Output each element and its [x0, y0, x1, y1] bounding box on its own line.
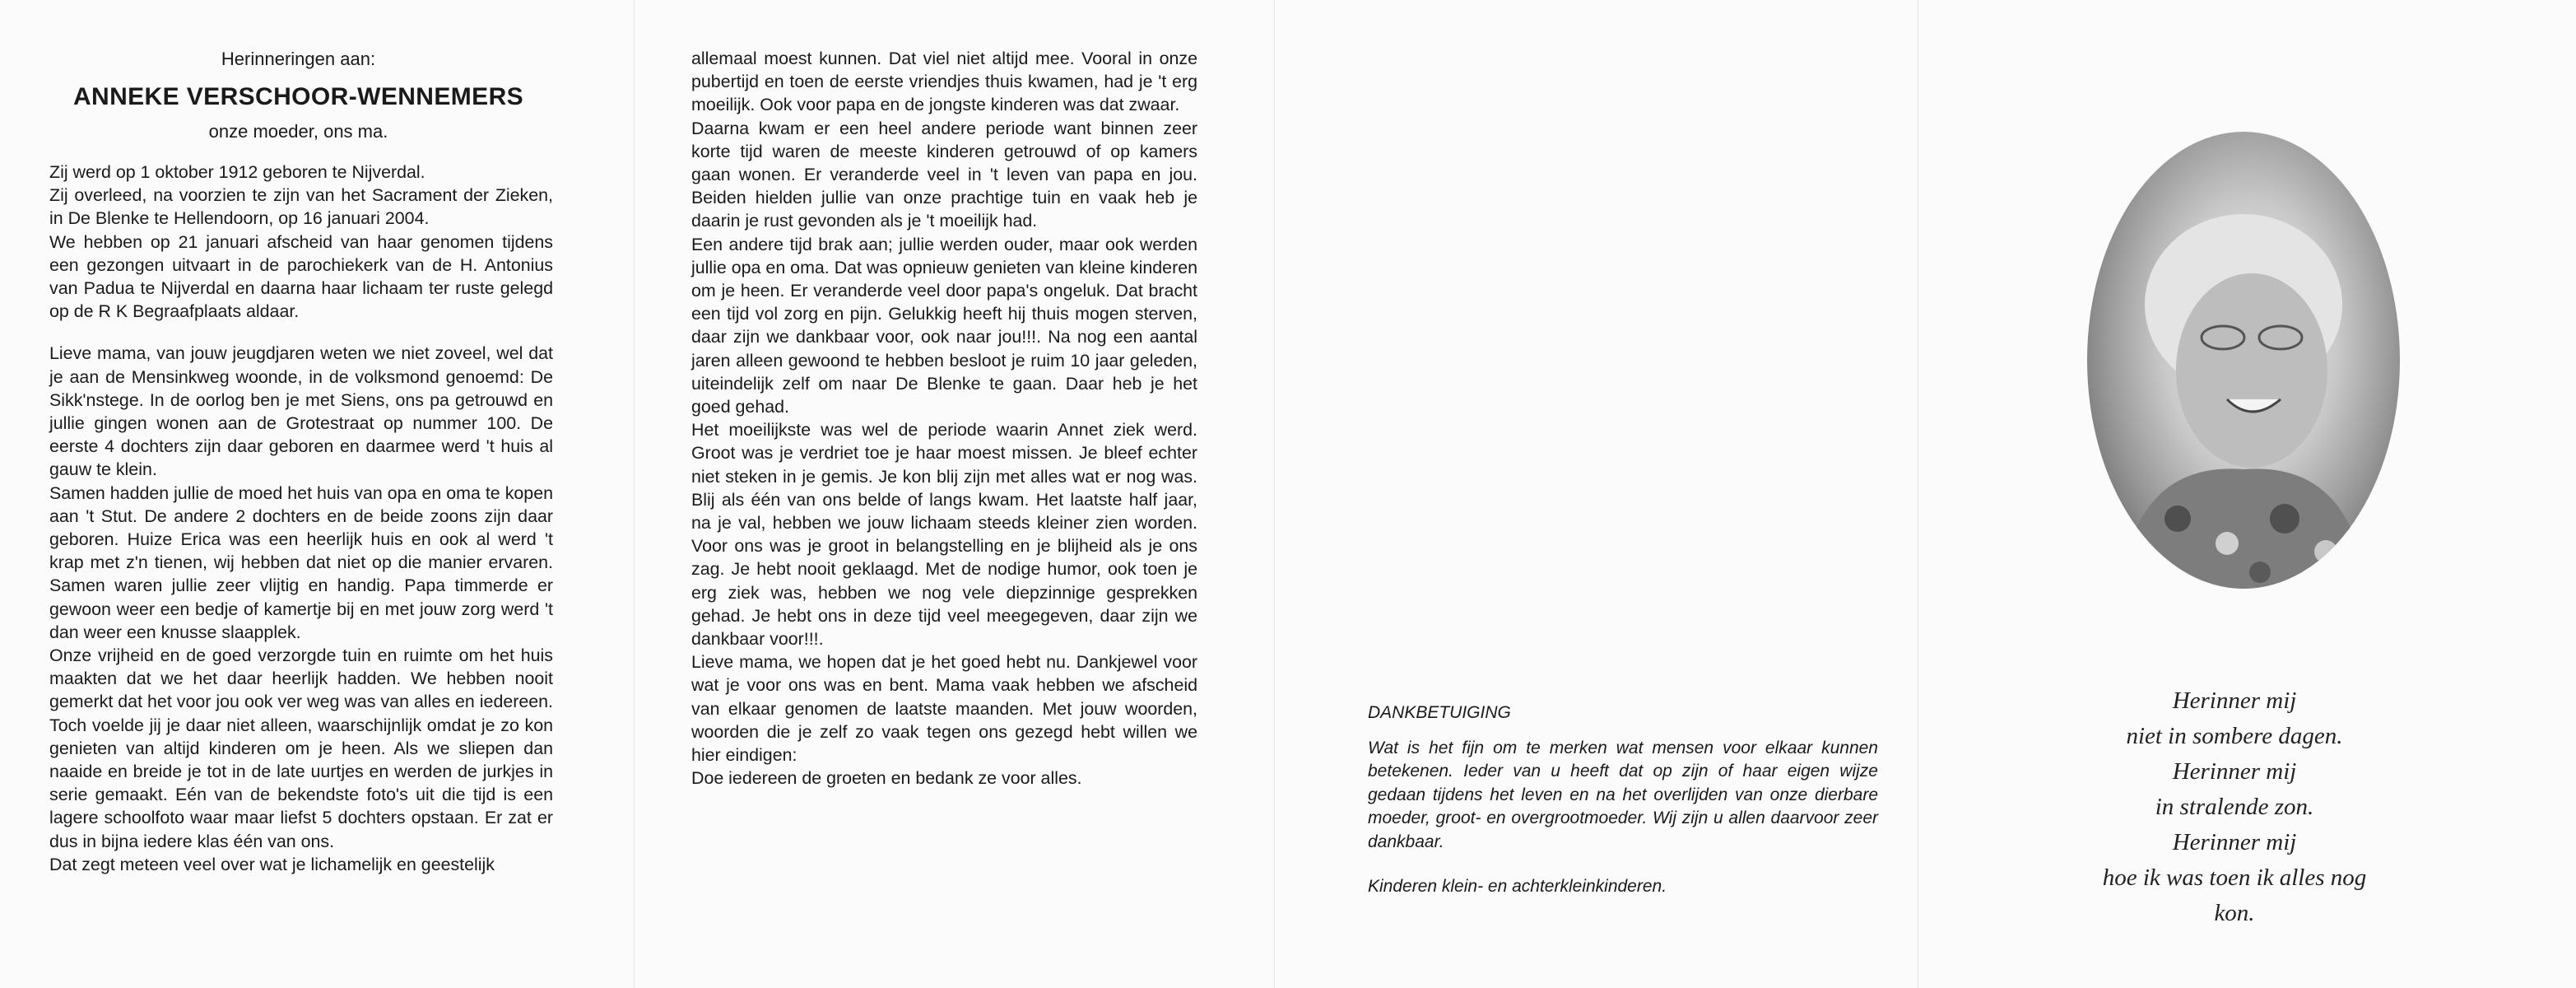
body-paragraph: Daarna kwam er een heel andere periode want binnen zeer korte tijd waren de meeste kinderen getrouwd of op kamers gaan wonen. Er veranderde veel in 't leven van papa en jou. Beiden hielden jullie van onze prachtige tuin en vaak heb je daarin je rust gevonden als je 't moeilijk had. [691, 118, 1197, 231]
poem-line: Herinner mij [2172, 829, 2297, 855]
poem-line: hoe ik was toen ik alles nog kon. [2102, 864, 2367, 926]
intro-line: Zij overleed, na voorzien te zijn van het Sacrament der Zieken, in De Blenke te Hellendoorn, op 16 januari 2004. [49, 185, 553, 229]
portrait-illustration [2087, 132, 2400, 589]
body-paragraph: Samen hadden jullie de moed het huis van opa en oma te kopen aan 't Stut. De andere 2 dochters en de beide zoons zijn daar geboren. Huize Erica was een heerlijk huis en ook al werd 't krap met z'n tienen, wij hebben dat niet op die manier ervaren. Samen waren jullie zeer vlijtig en handig. Papa timmerde er gewoon weer een bedje of kamertje bij en met jouw zorg werd 't dan weer een knusse slaapplek. [49, 482, 553, 642]
header-subtitle: onze moeder, ons ma. [208, 121, 388, 142]
acknowledgement-body: Wat is het fijn om te merken wat mensen voor elkaar kunnen betekenen. Ieder van u heeft dat op zijn of haar eigen wijze gedaan tijdens het leven en na het overlijden van onze dierbare moeder, groot- en overgrootmoeder. Wij zijn u allen daarvoor zeer dankbaar. [1368, 738, 1878, 851]
body-paragraph: Dat zegt meteen veel over wat je lichamelijk en geestelijk [49, 854, 495, 874]
portrait-photo [2087, 132, 2400, 589]
deceased-name: ANNEKE VERSCHOOR-WENNEMERS [72, 83, 524, 110]
fold-line [634, 0, 635, 988]
acknowledgement [1368, 701, 1878, 899]
card-header [49, 48, 547, 143]
intro-line: Zij werd op 1 oktober 1912 geboren te Nijverdal. [49, 162, 425, 182]
intro-line: We hebben op 21 januari afscheid van haar genomen tijdens een gezongen uitvaart in de parochiekerk van de H. Antonius van Padua te Nijverdal en daarna haar lichaam ter ruste gelegd op de R K Begraafplaats aldaar. [49, 231, 553, 322]
body-paragraph: Onze vrijheid en de goed verzorgde tuin en ruimte om het huis maakten dat we het daar heerlijk hadden. We hebben nooit gemerkt dat het voor jou ook ver weg was van alles en iedereen. Toch voelde jij je daar niet alleen, waarschijnlijk omdat je zo kon genieten van altijd kinderen om je heen. Als we sliepen dan naaide en breide je tot in de late uurtjes en werden de jurkjes in serie gemaakt. Eén van de bekendste foto's uit die tijd is een lagere schoolfoto waar maar liefst 5 dochters opstaan. Er zat er dus in bijna iedere klas één van ons. [49, 645, 553, 851]
body-paragraph: allemaal moest kunnen. Dat viel niet altijd mee. Vooral in onze pubertijd en toen de eerste vriendjes thuis kwamen, had je 't erg moeilijk. Ook voor papa en de jongste kinderen was dat zwaar. [691, 49, 1197, 115]
header-pretitle: Herinneringen aan: [221, 49, 376, 69]
poem-line: in stralende zon. [2155, 794, 2314, 820]
poem-line: Herinner mij [2172, 758, 2297, 785]
poem-line: Herinner mij [2172, 687, 2297, 714]
poem-line: niet in sombere dagen. [2126, 723, 2343, 749]
body-paragraph: Doe iedereen de groeten en bedank ze voor alles. [691, 768, 1082, 789]
memorial-poem [2090, 683, 2378, 931]
fold-line [1274, 0, 1275, 988]
body-paragraph: Een andere tijd brak aan; jullie werden ouder, maar ook werden jullie opa en oma. Dat was opnieuw genieten van kleine kinderen om je heen. Er veranderde veel door papa's ongeluk. Dat bracht een tijd vol zorg en pijn. Gelukkig heeft hij thuis mogen sterven, daar zijn we dankbaar voor, ook naar jou!!!. Na nog een aantal jaren alleen gewoond te hebben besloot je ruim 10 jaar geleden, uiteindelijk zelf om naar De Blenke te gaan. Daar heb je het goed gehad. [691, 234, 1197, 417]
body-paragraph: Het moeilijkste was wel de periode waarin Annet ziek werd. Groot was je verdriet toe je haar moest missen. Je bleef echter niet steken in je gemis. Je kon blij zijn met alles wat er nog was. Blij als één van ons belde of langs kwam. Het laatste half jaar, na je val, hebben we jouw lichaam steeds kleiner zien worden. Voor ons was je groot in belangstelling en je blijheid als je ons zag. Je hebt nooit geklaagd. Met de nodige humor, ook toen je erg ziek was, hebben we nog vele diepzinnige gesprekken gehad. Je hebt ons in deze tijd veel meegegeven, daar zijn we dankbaar voor!!!. [691, 420, 1197, 650]
acknowledgement-title: DANKBETUIGING [1368, 703, 1511, 722]
acknowledgement-signature: Kinderen klein- en achterkleinkinderen. [1368, 877, 1667, 896]
biography-intro [49, 161, 553, 876]
body-paragraph: Lieve mama, we hopen dat je het goed hebt nu. Dankjewel voor wat je voor ons was en bent. Mama vaak hebben we afscheid van elkaar genomen de laatste maanden. Met jouw woorden, woorden die je zelf zo vaak tegen ons gezegd hebt willen we hier eindigen: [691, 652, 1197, 766]
body-paragraph: Lieve mama, van jouw jeugdjaren weten we niet zoveel, wel dat je aan de Mensinkweg woonde, in de volksmond genoemd: De Sikk'nstege. In de oorlog ben je met Siens, ons pa getrouwd en jullie gingen wonen aan de Grotestraat op nummer 100. De eerste 4 dochters zijn daar geboren en daarmee werd 't huis al gauw te klein. [49, 343, 553, 480]
biography-continued [691, 47, 1197, 790]
